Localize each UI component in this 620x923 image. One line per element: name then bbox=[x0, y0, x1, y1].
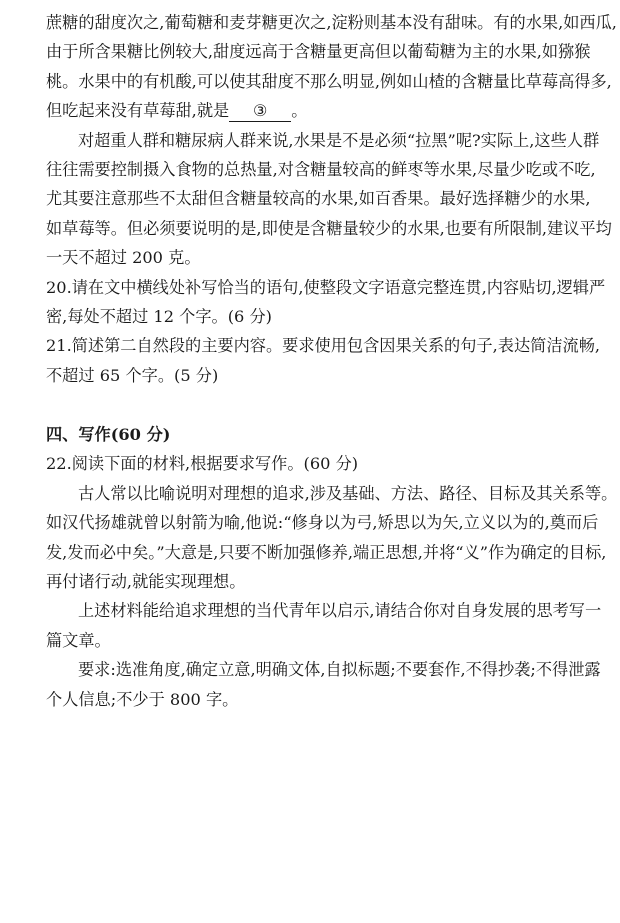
fill-in-blank-3: ③ bbox=[229, 101, 291, 122]
text-line: 如草莓等。但必须要说明的是,即使是含糖量较少的水果,也要有所限制,建议平均 bbox=[46, 218, 612, 238]
question-21 bbox=[46, 331, 601, 390]
text-line-with-blank bbox=[46, 96, 578, 125]
text-line: 上述材料能给追求理想的当代青年以启示,请结合你对自身发展的思考写一 bbox=[78, 601, 602, 621]
text-line: 一天不超过 200 克。 bbox=[46, 248, 201, 268]
question-text: 20.请在文中横线处补写恰当的语句,使整段文字语意完整连贯,内容贴切,逻辑严 bbox=[46, 277, 606, 297]
text-line: 桃。水果中的有机酸,可以使其甜度不那么明显,例如山楂的含糖量比草莓高得多, bbox=[46, 71, 612, 91]
writing-task bbox=[46, 596, 602, 655]
text-line: 如汉代扬雄就曾以射箭为喻,他说:“修身以为弓,矫思以为矢,立义以为的,奠而后 bbox=[46, 513, 599, 533]
passage-paragraph-2 bbox=[46, 126, 612, 273]
passage-paragraph-1 bbox=[46, 8, 617, 126]
document-page bbox=[46, 8, 618, 714]
text-line: 蔗糖的甜度次之,葡萄糖和麦芽糖更次之,淀粉则基本没有甜味。有的水果,如西瓜, bbox=[46, 13, 617, 32]
text-line: 发,发而必中矣。”大意是,只要不断加强修养,端正思想,并将“义”作为确定的目标, bbox=[46, 542, 607, 562]
question-text: 密,每处不超过 12 个字。(6 分) bbox=[46, 306, 272, 326]
text-segment: 但吃起来没有草莓甜,就是 bbox=[46, 101, 230, 121]
section-heading-writing: 四、写作(60 分) bbox=[46, 425, 171, 445]
section-spacer bbox=[46, 390, 578, 420]
question-text: 21.简述第二自然段的主要内容。要求使用包含因果关系的句子,表达简洁流畅, bbox=[46, 336, 601, 356]
text-line: 再付诸行动,就能实现理想。 bbox=[46, 572, 246, 592]
writing-requirements bbox=[46, 655, 601, 714]
text-line: 要求:选准角度,确定立意,明确文体,自拟标题;不要套作,不得抄袭;不得泄露 bbox=[78, 660, 601, 680]
text-line: 篇文章。 bbox=[46, 630, 111, 650]
text-segment: 。 bbox=[291, 101, 308, 121]
text-line: 由于所含果糖比例较大,甜度远高于含糖量更高但以葡萄糖为主的水果,如猕猴 bbox=[46, 42, 591, 62]
text-line: 尤其要注意那些不太甜但含糖量较高的水果,如百香果。最好选择糖少的水果, bbox=[46, 189, 591, 209]
question-text: 不超过 65 个字。(5 分) bbox=[46, 365, 219, 385]
writing-material bbox=[46, 479, 618, 597]
text-line: 古人常以比喻说明对理想的追求,涉及基础、方法、路径、目标及其关系等。 bbox=[78, 483, 618, 503]
question-20 bbox=[46, 273, 606, 332]
text-line: 往往需要控制摄入食物的总热量,对含糖量较高的鲜枣等水果,尽量少吃或不吃, bbox=[46, 159, 596, 179]
text-line: 个人信息;不少于 800 字。 bbox=[46, 689, 239, 709]
text-line: 对超重人群和糖尿病人群来说,水果是不是必须“拉黑”呢?实际上,这些人群 bbox=[78, 130, 600, 150]
question-22: 22.阅读下面的材料,根据要求写作。(60 分) bbox=[46, 454, 359, 474]
